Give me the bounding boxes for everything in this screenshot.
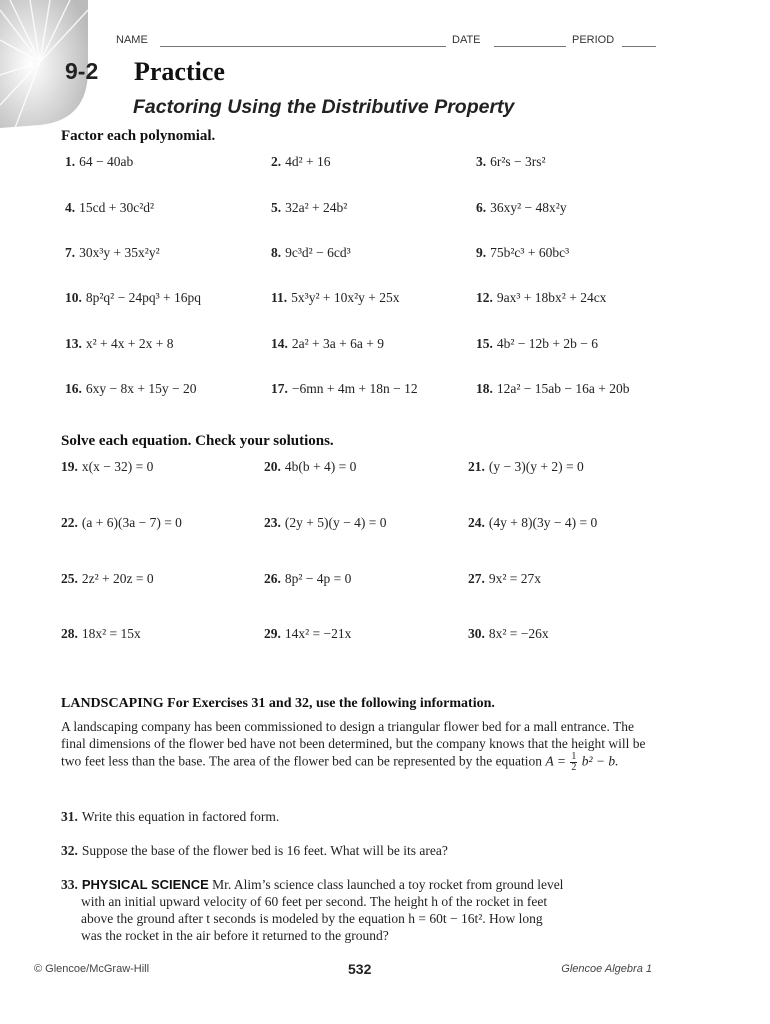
problem-expression: 8p² − 4p = 0 bbox=[284, 571, 352, 586]
problem-item bbox=[476, 200, 567, 216]
problem-expression: 15cd + 30c²d² bbox=[79, 200, 155, 215]
problem-expression: 4b² − 12b + 2b − 6 bbox=[496, 336, 599, 351]
problem-item bbox=[476, 245, 569, 261]
problem-item bbox=[65, 154, 133, 170]
question-33 bbox=[61, 876, 681, 944]
problem-item bbox=[65, 200, 154, 216]
problem-number: 17. bbox=[271, 381, 288, 396]
area-equation-lhs: A = bbox=[545, 753, 566, 769]
question-32 bbox=[61, 842, 681, 859]
page-number: 532 bbox=[348, 961, 372, 977]
problem-item bbox=[468, 459, 584, 475]
question-line-1: Mr. Alim’s science class launched a toy rocket from ground level bbox=[212, 877, 564, 892]
question-topic: PHYSICAL SCIENCE bbox=[81, 877, 209, 892]
problem-number: 21. bbox=[468, 459, 485, 474]
period-field[interactable] bbox=[622, 46, 656, 47]
problem-expression: 8x² = −26x bbox=[488, 626, 549, 641]
problem-expression: 6r²s − 3rs² bbox=[490, 154, 546, 169]
problem-number: 15. bbox=[476, 336, 493, 351]
problem-expression: 30x³y + 35x²y² bbox=[79, 245, 160, 260]
problem-number: 10. bbox=[65, 290, 82, 305]
question-line-4: was the rocket in the air before it returned to the ground? bbox=[81, 928, 389, 943]
problem-item bbox=[468, 626, 549, 642]
book-title: Glencoe Algebra 1 bbox=[561, 963, 652, 975]
problem-number: 19. bbox=[61, 459, 78, 474]
problem-number: 25. bbox=[61, 571, 78, 586]
problem-number: 24. bbox=[468, 515, 485, 530]
name-label: NAME bbox=[116, 34, 148, 46]
landscaping-text: A landscaping company has been commissioned to design a triangular flower bed for a mall entrance. The final dimensions of the flower bed have not been determined, but the company knows that the height will be two feet less than the base. The area of the flower bed can be represented by the equation bbox=[61, 719, 646, 769]
problem-number: 8. bbox=[271, 245, 282, 260]
problem-expression: (2y + 5)(y − 4) = 0 bbox=[284, 515, 387, 530]
problem-expression: x(x − 32) = 0 bbox=[81, 459, 154, 474]
publisher-credit: © Glencoe/McGraw-Hill bbox=[34, 963, 150, 975]
problem-expression: 2z² + 20z = 0 bbox=[81, 571, 154, 586]
problem-expression: 5x³y² + 10x²y + 25x bbox=[291, 290, 400, 305]
problem-number: 7. bbox=[65, 245, 76, 260]
section2-instruction: Solve each equation. Check your solutions. bbox=[61, 433, 334, 449]
problem-number: 9. bbox=[476, 245, 487, 260]
problem-item bbox=[271, 290, 400, 306]
landscaping-paragraph bbox=[61, 718, 661, 773]
problem-expression: (a + 6)(3a − 7) = 0 bbox=[81, 515, 182, 530]
page-subtitle: Factoring Using the Distributive Property bbox=[133, 96, 515, 118]
landscaping-heading: LANDSCAPING For Exercises 31 and 32, use the following information. bbox=[61, 696, 495, 711]
problem-number: 3. bbox=[476, 154, 487, 169]
problem-expression: 8p²q² − 24pq³ + 16pq bbox=[85, 290, 201, 305]
problem-item bbox=[61, 626, 141, 642]
problem-item bbox=[61, 571, 154, 587]
problem-number: 22. bbox=[61, 515, 78, 530]
problem-number: 14. bbox=[271, 336, 288, 351]
problem-item bbox=[476, 381, 630, 397]
problem-item bbox=[264, 626, 351, 642]
period-label: PERIOD bbox=[572, 34, 615, 46]
lesson-number: 9-2 bbox=[65, 58, 99, 84]
date-label: DATE bbox=[452, 34, 481, 46]
problem-number: 28. bbox=[61, 626, 78, 641]
question-line-2: with an initial upward velocity of 60 feet per second. The height h of the rocket in feet bbox=[81, 894, 548, 909]
problem-number: 30. bbox=[468, 626, 485, 641]
problem-expression: x² + 4x + 2x + 8 bbox=[85, 336, 174, 351]
problem-item bbox=[271, 381, 418, 397]
problem-number: 16. bbox=[65, 381, 82, 396]
problem-item bbox=[65, 381, 196, 397]
question-text: Write this equation in factored form. bbox=[81, 809, 280, 824]
problem-item bbox=[264, 459, 356, 475]
problem-number: 1. bbox=[65, 154, 76, 169]
problem-number: 13. bbox=[65, 336, 82, 351]
problem-expression: 4b(b + 4) = 0 bbox=[284, 459, 357, 474]
question-number: 33. bbox=[61, 877, 78, 892]
page-title: Practice bbox=[134, 57, 225, 86]
problem-item bbox=[476, 154, 546, 170]
problem-item bbox=[476, 336, 598, 352]
problem-item bbox=[264, 515, 386, 531]
problem-item bbox=[61, 459, 153, 475]
problem-item bbox=[271, 200, 347, 216]
problem-expression: 14x² = −21x bbox=[284, 626, 352, 641]
problem-number: 4. bbox=[65, 200, 76, 215]
question-text: Suppose the base of the flower bed is 16 feet. What will be its area? bbox=[81, 843, 448, 858]
fraction-denominator: 2 bbox=[571, 762, 577, 773]
problem-number: 12. bbox=[476, 290, 493, 305]
problem-item bbox=[476, 290, 606, 306]
problem-item bbox=[271, 336, 384, 352]
problem-item bbox=[468, 515, 597, 531]
problem-expression: −6mn + 4m + 18n − 12 bbox=[291, 381, 418, 396]
problem-number: 23. bbox=[264, 515, 281, 530]
problem-expression: 9x² = 27x bbox=[488, 571, 542, 586]
problem-item bbox=[65, 290, 201, 306]
fraction-numerator: 1 bbox=[571, 751, 577, 762]
date-field[interactable] bbox=[494, 46, 566, 47]
problem-number: 5. bbox=[271, 200, 282, 215]
problem-number: 20. bbox=[264, 459, 281, 474]
problem-expression: 36xy² − 48x²y bbox=[490, 200, 567, 215]
problem-number: 27. bbox=[468, 571, 485, 586]
problem-expression: 9ax³ + 18bx² + 24cx bbox=[496, 290, 607, 305]
problem-item bbox=[264, 571, 351, 587]
problem-expression: 32a² + 24b² bbox=[285, 200, 348, 215]
problem-item bbox=[61, 515, 182, 531]
problem-expression: (4y + 8)(3y − 4) = 0 bbox=[488, 515, 598, 530]
problem-item bbox=[65, 336, 174, 352]
question-31 bbox=[61, 808, 681, 825]
one-half-fraction bbox=[570, 752, 577, 773]
problem-number: 18. bbox=[476, 381, 493, 396]
problem-expression: 9c³d² − 6cd³ bbox=[285, 245, 351, 260]
problem-number: 11. bbox=[271, 290, 288, 305]
problem-expression: (y − 3)(y + 2) = 0 bbox=[488, 459, 584, 474]
question-number: 32. bbox=[61, 843, 78, 858]
problem-expression: 12a² − 15ab − 16a + 20b bbox=[496, 381, 630, 396]
problem-number: 26. bbox=[264, 571, 281, 586]
question-number: 31. bbox=[61, 809, 78, 824]
area-equation-rhs: b² − b. bbox=[581, 753, 619, 769]
problem-number: 2. bbox=[271, 154, 282, 169]
problem-item bbox=[271, 245, 351, 261]
problem-item bbox=[65, 245, 160, 261]
problem-expression: 18x² = 15x bbox=[81, 626, 141, 641]
section1-instruction: Factor each polynomial. bbox=[61, 128, 216, 144]
problem-expression: 64 − 40ab bbox=[79, 154, 134, 169]
problem-number: 6. bbox=[476, 200, 487, 215]
problem-expression: 2a² + 3a + 6a + 9 bbox=[291, 336, 384, 351]
problem-expression: 75b²c³ + 60bc³ bbox=[490, 245, 570, 260]
problem-expression: 6xy − 8x + 15y − 20 bbox=[85, 381, 197, 396]
problem-expression: 4d² + 16 bbox=[285, 154, 331, 169]
problem-item bbox=[271, 154, 331, 170]
name-field[interactable] bbox=[160, 46, 446, 47]
problem-number: 29. bbox=[264, 626, 281, 641]
question-line-3: above the ground after t seconds is modeled by the equation h = 60t − 16t². How long bbox=[81, 911, 543, 926]
problem-item bbox=[468, 571, 541, 587]
